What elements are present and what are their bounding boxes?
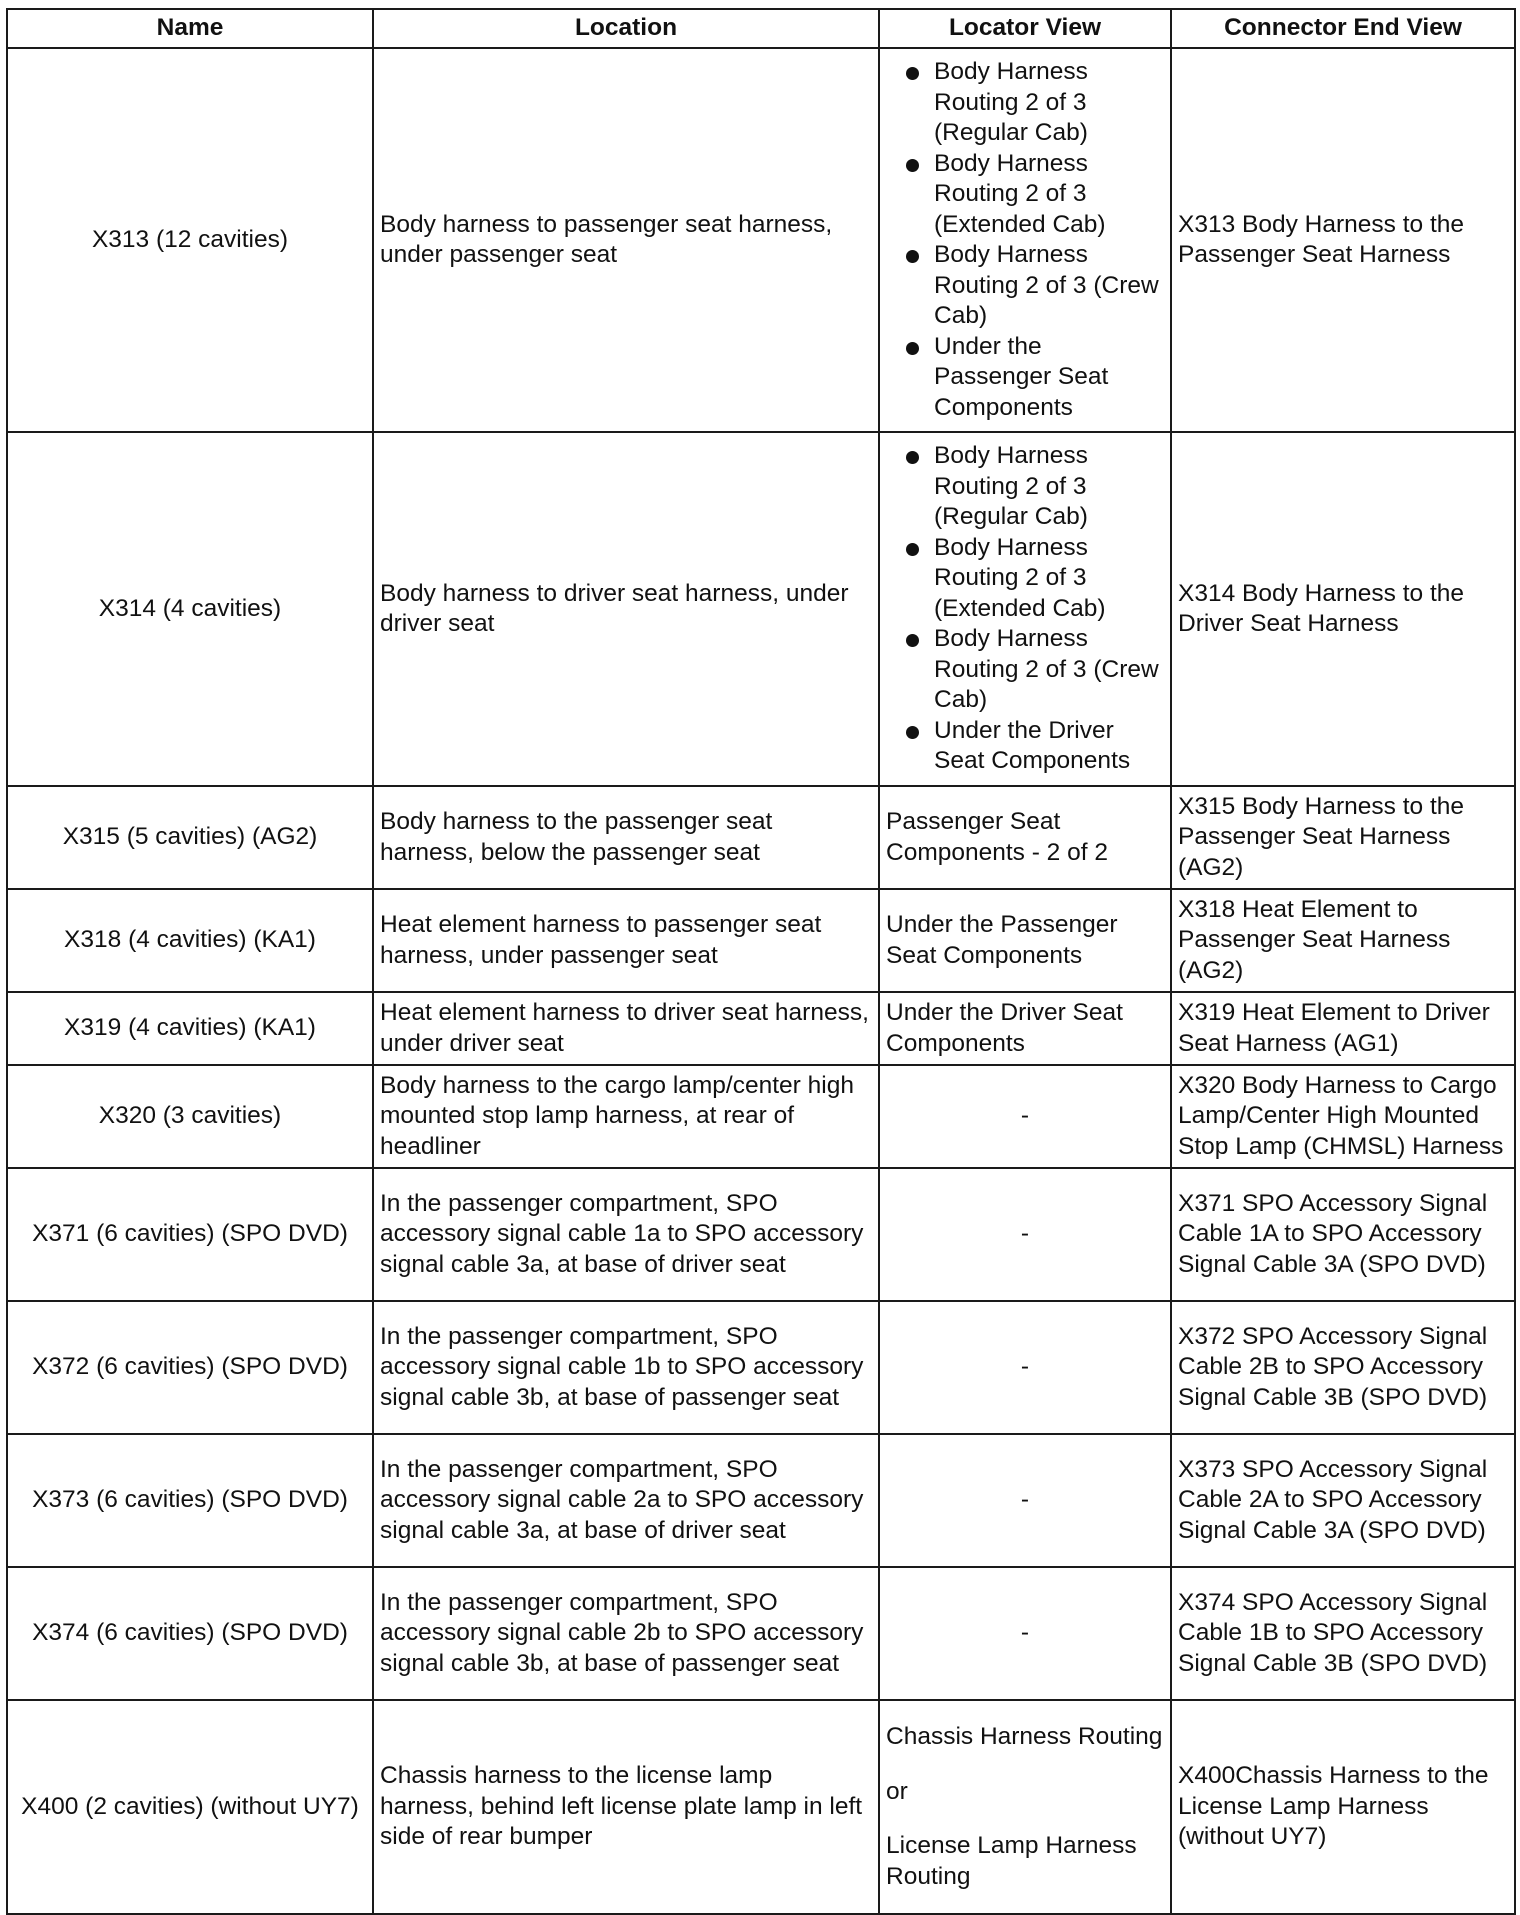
- connector-end-view: X374 SPO Accessory Signal Cable 1B to SPO Accessory Signal Cable 3B (SPO DVD): [1171, 1567, 1515, 1700]
- locator-view: -: [879, 1301, 1171, 1434]
- connector-location: Body harness to the passenger seat harness, below the passenger seat: [373, 786, 879, 889]
- connector-end-view: X319 Heat Element to Driver Seat Harness (AG1): [1171, 992, 1515, 1065]
- connector-end-view: X373 SPO Accessory Signal Cable 2A to SPO Accessory Signal Cable 3A (SPO DVD): [1171, 1434, 1515, 1567]
- connector-name: X313 (12 cavities): [7, 48, 373, 432]
- connector-name: X374 (6 cavities) (SPO DVD): [7, 1567, 373, 1700]
- locator-list: [886, 441, 1164, 777]
- connector-end-view: X371 SPO Accessory Signal Cable 1A to SPO Accessory Signal Cable 3A (SPO DVD): [1171, 1168, 1515, 1301]
- table-row: [7, 1700, 1515, 1914]
- locator-view: -: [879, 1567, 1171, 1700]
- locator-item: [886, 57, 1164, 149]
- table-row: [7, 1567, 1515, 1700]
- table-row: [7, 48, 1515, 432]
- connector-table: [6, 8, 1516, 1915]
- locator-item-text: Body Harness Routing 2 of 3 (Regular Cab): [934, 58, 1088, 146]
- connector-name: X371 (6 cavities) (SPO DVD): [7, 1168, 373, 1301]
- locator-item: [886, 149, 1164, 241]
- table-row: [7, 889, 1515, 992]
- locator-item: [886, 716, 1164, 777]
- table-row: [7, 992, 1515, 1065]
- bullet-icon: [906, 250, 919, 263]
- connector-location: Chassis harness to the license lamp harness, behind left license plate lamp in left side of rear bumper: [373, 1700, 879, 1914]
- locator-view: Passenger Seat Components - 2 of 2: [879, 786, 1171, 889]
- connector-location: In the passenger compartment, SPO accessory signal cable 1b to SPO accessory signal cable 3b, at base of passenger seat: [373, 1301, 879, 1434]
- connector-location: In the passenger compartment, SPO accessory signal cable 1a to SPO accessory signal cable 3a, at base of driver seat: [373, 1168, 879, 1301]
- locator-view: -: [879, 1434, 1171, 1567]
- table-row: [7, 1301, 1515, 1434]
- locator-item: [886, 441, 1164, 533]
- connector-location: In the passenger compartment, SPO accessory signal cable 2a to SPO accessory signal cable 3a, at base of driver seat: [373, 1434, 879, 1567]
- connector-name: X318 (4 cavities) (KA1): [7, 889, 373, 992]
- connector-end-view: X400Chassis Harness to the License Lamp Harness (without UY7): [1171, 1700, 1515, 1914]
- table-row: [7, 432, 1515, 786]
- header-name: Name: [7, 9, 373, 48]
- connector-location: Body harness to passenger seat harness, under passenger seat: [373, 48, 879, 432]
- locator-list: [886, 57, 1164, 423]
- connector-name: X372 (6 cavities) (SPO DVD): [7, 1301, 373, 1434]
- locator-alternative: License Lamp Harness Routing: [886, 1832, 1137, 1890]
- locator-view: Under the Driver Seat Components: [879, 992, 1171, 1065]
- table-row: [7, 786, 1515, 889]
- locator-item-text: Under the Driver Seat Components: [934, 716, 1131, 775]
- locator-item: [886, 240, 1164, 332]
- header-row: [7, 9, 1515, 48]
- connector-end-view: X372 SPO Accessory Signal Cable 2B to SPO Accessory Signal Cable 3B (SPO DVD): [1171, 1301, 1515, 1434]
- connector-name: X400 (2 cavities) (without UY7): [7, 1700, 373, 1914]
- locator-view: -: [879, 1065, 1171, 1168]
- locator-item-text: Body Harness Routing 2 of 3 (Crew Cab): [934, 625, 1159, 714]
- locator-view: [879, 48, 1171, 432]
- connector-end-view: X315 Body Harness to the Passenger Seat Harness (AG2): [1171, 786, 1515, 889]
- bullet-icon: [906, 159, 919, 172]
- locator-item: [886, 624, 1164, 716]
- table-row: [7, 1168, 1515, 1301]
- connector-name: X314 (4 cavities): [7, 432, 373, 786]
- bullet-icon: [906, 726, 919, 739]
- connector-end-view: X320 Body Harness to Cargo Lamp/Center High Mounted Stop Lamp (CHMSL) Harness: [1171, 1065, 1515, 1168]
- table-row: [7, 1434, 1515, 1567]
- locator-view: Under the Passenger Seat Components: [879, 889, 1171, 992]
- connector-location: In the passenger compartment, SPO accessory signal cable 2b to SPO accessory signal cable 3b, at base of passenger seat: [373, 1567, 879, 1700]
- header-locator-view: Locator View: [879, 9, 1171, 48]
- locator-alternative: Chassis Harness Routing: [886, 1723, 1163, 1750]
- bullet-icon: [906, 451, 919, 464]
- locator-item: [886, 332, 1164, 424]
- connector-location: Body harness to the cargo lamp/center high mounted stop lamp harness, at rear of headliner: [373, 1065, 879, 1168]
- locator-item-text: Body Harness Routing 2 of 3 (Extended Cab): [934, 149, 1106, 238]
- header-location: Location: [373, 9, 879, 48]
- table-row: [7, 1065, 1515, 1168]
- connector-name: X315 (5 cavities) (AG2): [7, 786, 373, 889]
- locator-item-text: Under the Passenger Seat Components: [934, 332, 1109, 421]
- bullet-icon: [906, 634, 919, 647]
- bullet-icon: [906, 543, 919, 556]
- bullet-icon: [906, 67, 919, 80]
- connector-location: Body harness to driver seat harness, under driver seat: [373, 432, 879, 786]
- locator-item-text: Body Harness Routing 2 of 3 (Crew Cab): [934, 241, 1159, 329]
- locator-item-text: Body Harness Routing 2 of 3 (Regular Cab): [934, 442, 1088, 531]
- locator-or-label: or: [886, 1777, 908, 1805]
- locator-view: [879, 1700, 1171, 1914]
- bullet-icon: [906, 342, 919, 355]
- locator-item: [886, 533, 1164, 625]
- connector-end-view: X318 Heat Element to Passenger Seat Harness (AG2): [1171, 889, 1515, 992]
- connector-location: Heat element harness to passenger seat harness, under passenger seat: [373, 889, 879, 992]
- locator-view: [879, 432, 1171, 786]
- connector-name: X373 (6 cavities) (SPO DVD): [7, 1434, 373, 1567]
- locator-item-text: Body Harness Routing 2 of 3 (Extended Cab): [934, 533, 1106, 622]
- connector-name: X320 (3 cavities): [7, 1065, 373, 1168]
- connector-name: X319 (4 cavities) (KA1): [7, 992, 373, 1065]
- connector-location: Heat element harness to driver seat harness, under driver seat: [373, 992, 879, 1065]
- header-connector-end-view: Connector End View: [1171, 9, 1515, 48]
- connector-end-view: X314 Body Harness to the Driver Seat Harness: [1171, 432, 1515, 786]
- connector-end-view: X313 Body Harness to the Passenger Seat Harness: [1171, 48, 1515, 432]
- connector-table-page: [6, 8, 1514, 1915]
- locator-view: -: [879, 1168, 1171, 1301]
